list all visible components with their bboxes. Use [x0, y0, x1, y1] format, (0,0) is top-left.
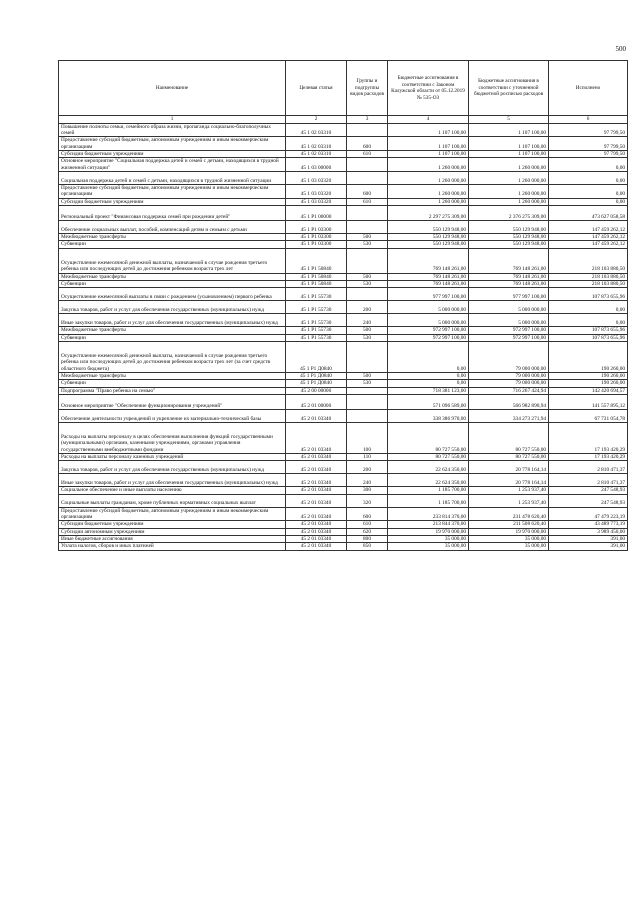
cell-group: [347, 395, 388, 410]
table-row: [59, 327, 628, 334]
cell-executed: 17 193 420,29: [549, 423, 628, 454]
table-row: [59, 487, 628, 494]
cell-budget-revised: 19 970 000,00: [469, 528, 549, 535]
cell-name: Осуществление ежемесячной денежной выплаты, назначаемой в случае рождения третьего ребенка или последующих детей до достижения ребенком возраста трех лет: [59, 248, 286, 273]
cell-budget-law: 5 000 000,00: [388, 314, 469, 327]
column-number-row: [59, 116, 628, 124]
cell-executed: 247 548,93: [549, 487, 628, 494]
cell-budget-law: 1 107 100,00: [388, 123, 469, 137]
cell-group: 530: [347, 241, 388, 248]
table-row: [59, 380, 628, 387]
cell-code: 45 2 01 03340: [286, 507, 347, 521]
header-name: Наименование: [59, 61, 286, 116]
cell-executed: 3 989 450,00: [549, 528, 628, 535]
cell-name: Предоставление субсидий бюджетным, автономным учреждениям и иным некоммерческим организациям: [59, 184, 286, 198]
cell-budget-revised: 35 000,00: [469, 536, 549, 543]
cell-code: 45 2 01 03340: [286, 494, 347, 507]
cell-code: 45 1 P1 Д0840: [286, 380, 347, 387]
cell-budget-law: 0,00: [388, 342, 469, 373]
cell-group: 530: [347, 380, 388, 387]
cell-group: 500: [347, 233, 388, 240]
cell-budget-revised: 1 253 937,40: [469, 494, 549, 507]
cell-executed: 0,00: [549, 198, 628, 205]
cell-budget-revised: 2 376 275 309,00: [469, 205, 549, 220]
cell-executed: 97 799,50: [549, 137, 628, 151]
table-row: [59, 150, 628, 157]
table-row: [59, 507, 628, 521]
cell-executed: 2 810 471,37: [549, 461, 628, 474]
cell-group: 500: [347, 273, 388, 280]
cell-code: 45 2 01 03340: [286, 454, 347, 461]
cell-executed: 67 731 054,78: [549, 410, 628, 423]
cell-budget-revised: 80 727 550,00: [469, 454, 549, 461]
table-row: [59, 395, 628, 410]
cell-budget-law: 977 997 100,00: [388, 288, 469, 301]
cell-executed: 2 810 471,37: [549, 474, 628, 487]
cell-executed: 218 103 880,50: [549, 248, 628, 273]
cell-code: 45 1 P1 55730: [286, 327, 347, 334]
cell-budget-law: 22 624 350,00: [388, 461, 469, 474]
cell-group: 200: [347, 461, 388, 474]
cell-code: 45 2 01 03340: [286, 423, 347, 454]
cell-executed: 17 193 420,29: [549, 454, 628, 461]
cell-name: Субсидии бюджетным учреждениям: [59, 198, 286, 205]
cell-budget-revised: 1 107 100,00: [469, 150, 549, 157]
header-budget-revised: Бюджетные ассигнования в соответствии с уточненной бюджетной росписью расходов: [469, 61, 549, 116]
table-row: [59, 536, 628, 543]
cell-executed: 97 799,50: [549, 150, 628, 157]
table-row: [59, 334, 628, 341]
cell-code: 45 1 02 03310: [286, 150, 347, 157]
column-number: 3: [347, 116, 388, 124]
cell-code: 45 1 P1 55730: [286, 301, 347, 314]
cell-group: 530: [347, 280, 388, 287]
cell-group: 620: [347, 528, 388, 535]
cell-name: Иные бюджетные ассигнования: [59, 536, 286, 543]
cell-name: Закупка товаров, работ и услуг для обеспечения государственных (муниципальных) нужд: [59, 301, 286, 314]
cell-code: 45 1 P1 50840: [286, 248, 347, 273]
table-row: [59, 461, 628, 474]
cell-name: Субвенции: [59, 380, 286, 387]
cell-name: Субвенции: [59, 280, 286, 287]
cell-executed: 43 489 773,19: [549, 521, 628, 528]
column-number: 4: [388, 116, 469, 124]
cell-budget-revised: 211 508 620,40: [469, 521, 549, 528]
cell-budget-law: 35 000,00: [388, 536, 469, 543]
table-row: [59, 410, 628, 423]
cell-group: 240: [347, 474, 388, 487]
cell-executed: 218 103 880,50: [549, 280, 628, 287]
cell-budget-law: 1 260 000,00: [388, 158, 469, 172]
cell-code: 45 1 03 03320: [286, 171, 347, 184]
table-row: [59, 233, 628, 240]
cell-budget-revised: 79 000 000,00: [469, 380, 549, 387]
cell-group: [347, 220, 388, 233]
cell-group: 320: [347, 494, 388, 507]
cell-group: 200: [347, 301, 388, 314]
cell-budget-revised: 972 997 100,00: [469, 334, 549, 341]
header-code: Целевая статья: [286, 61, 347, 116]
cell-budget-law: 1 107 100,00: [388, 137, 469, 151]
cell-budget-law: 233 814 370,00: [388, 507, 469, 521]
cell-budget-law: 1 185 700,00: [388, 487, 469, 494]
cell-budget-law: 769 148 261,00: [388, 280, 469, 287]
cell-executed: 147 459 262,12: [549, 241, 628, 248]
cell-code: 45 2 01 03340: [286, 487, 347, 494]
table-row: [59, 288, 628, 301]
table-row: [59, 137, 628, 151]
cell-executed: 147 459 262,12: [549, 220, 628, 233]
cell-executed: 0,00: [549, 171, 628, 184]
table-row: [59, 528, 628, 535]
cell-group: [347, 342, 388, 373]
cell-name: Субсидии автономным учреждениям: [59, 528, 286, 535]
cell-executed: 190 260,00: [549, 373, 628, 380]
cell-executed: 47 479 223,19: [549, 507, 628, 521]
cell-budget-revised: 769 148 261,00: [469, 273, 549, 280]
cell-code: 45 1 03 00000: [286, 158, 347, 172]
cell-group: [347, 410, 388, 423]
cell-group: [347, 205, 388, 220]
cell-budget-law: 80 727 550,00: [388, 454, 469, 461]
cell-code: 45 1 03 03320: [286, 198, 347, 205]
cell-group: 500: [347, 373, 388, 380]
cell-budget-revised: 1 260 000,00: [469, 171, 549, 184]
cell-executed: 107 873 655,96: [549, 334, 628, 341]
cell-budget-law: 550 129 948,00: [388, 233, 469, 240]
cell-name: Основное мероприятие "Социальная поддержка детей и семей с детьми, находящихся в трудной жизненной ситуации": [59, 158, 286, 172]
cell-budget-law: 0,00: [388, 373, 469, 380]
cell-budget-revised: 550 129 948,00: [469, 241, 549, 248]
cell-executed: 391,00: [549, 543, 628, 550]
cell-name: Межбюджетные трансферты: [59, 373, 286, 380]
cell-group: [347, 123, 388, 137]
cell-code: 45 1 P1 03300: [286, 241, 347, 248]
cell-budget-revised: 5 000 000,00: [469, 301, 549, 314]
cell-budget-law: 35 000,00: [388, 543, 469, 550]
table-row: [59, 280, 628, 287]
cell-name: Осуществление ежемесячной выплаты в связи с рождением (усыновлением) первого ребенка: [59, 288, 286, 301]
cell-budget-law: 550 129 948,00: [388, 241, 469, 248]
cell-budget-revised: 20 778 164,14: [469, 474, 549, 487]
cell-group: 240: [347, 314, 388, 327]
cell-group: 500: [347, 327, 388, 334]
cell-name: Повышение полноты семьи, семейного образа жизни, пропаганда социально-благополучных семей: [59, 123, 286, 137]
column-number: 1: [59, 116, 286, 124]
cell-budget-revised: 769 148 261,00: [469, 280, 549, 287]
cell-group: 530: [347, 334, 388, 341]
cell-budget-law: 1 185 700,00: [388, 494, 469, 507]
cell-code: 45 1 02 03310: [286, 137, 347, 151]
cell-name: Уплата налогов, сборов и иных платежей: [59, 543, 286, 550]
cell-budget-revised: 35 000,00: [469, 543, 549, 550]
cell-executed: 97 799,50: [549, 123, 628, 137]
cell-budget-law: 80 727 550,00: [388, 423, 469, 454]
cell-name: Субсидии бюджетным учреждениям: [59, 521, 286, 528]
cell-name: Подпрограмма "Право ребенка на семью": [59, 387, 286, 394]
cell-budget-law: 213 844 370,00: [388, 521, 469, 528]
cell-name: Иные закупки товаров, работ и услуг для обеспечения государственных (муниципальных) нужд: [59, 314, 286, 327]
table-row: [59, 342, 628, 373]
cell-budget-revised: 550 129 948,00: [469, 233, 549, 240]
table-row: [59, 198, 628, 205]
cell-budget-revised: 566 982 890,94: [469, 395, 549, 410]
cell-budget-law: 5 000 000,00: [388, 301, 469, 314]
cell-budget-revised: 1 253 937,40: [469, 487, 549, 494]
table-row: [59, 205, 628, 220]
cell-budget-revised: 5 000 000,00: [469, 314, 549, 327]
table-row: [59, 423, 628, 454]
cell-group: [347, 387, 388, 394]
cell-executed: 107 873 655,96: [549, 327, 628, 334]
cell-budget-revised: 1 260 000,00: [469, 198, 549, 205]
cell-name: Межбюджетные трансферты: [59, 233, 286, 240]
cell-budget-revised: 716 267 424,94: [469, 387, 549, 394]
cell-budget-law: 19 970 000,00: [388, 528, 469, 535]
table-row: [59, 314, 628, 327]
cell-budget-revised: 977 997 100,00: [469, 288, 549, 301]
cell-code: 45 1 03 03320: [286, 184, 347, 198]
cell-budget-revised: 80 727 550,00: [469, 423, 549, 454]
table-row: [59, 123, 628, 137]
cell-executed: 391,00: [549, 536, 628, 543]
cell-executed: 141 557 895,12: [549, 395, 628, 410]
cell-budget-law: 1 260 000,00: [388, 184, 469, 198]
cell-group: [347, 171, 388, 184]
cell-budget-revised: 20 778 164,14: [469, 461, 549, 474]
page-number: 500: [615, 45, 626, 53]
cell-name: Социальные выплаты гражданам, кроме публичных нормативных социальных выплат: [59, 494, 286, 507]
column-number: 6: [549, 116, 628, 124]
cell-executed: 0,00: [549, 301, 628, 314]
cell-executed: 190 260,00: [549, 342, 628, 373]
cell-group: 850: [347, 543, 388, 550]
cell-code: 45 1 P1 00000: [286, 205, 347, 220]
table-row: [59, 220, 628, 233]
cell-code: 45 2 01 03340: [286, 528, 347, 535]
cell-group: 610: [347, 521, 388, 528]
cell-name: Субвенции: [59, 241, 286, 248]
table-header-row: [59, 61, 628, 116]
table-row: [59, 158, 628, 172]
table-row: [59, 241, 628, 248]
header-executed: Исполнено: [549, 61, 628, 116]
cell-budget-law: 22 624 350,00: [388, 474, 469, 487]
cell-group: 100: [347, 423, 388, 454]
cell-budget-revised: 972 997 100,00: [469, 327, 549, 334]
cell-budget-law: 0,00: [388, 380, 469, 387]
cell-name: Региональный проект "Финансовая поддержка семей при рождении детей": [59, 205, 286, 220]
cell-name: Субвенции: [59, 334, 286, 341]
table-row: [59, 494, 628, 507]
cell-name: Расходы на выплаты персоналу казенных учреждений: [59, 454, 286, 461]
cell-code: 45 2 00 00000: [286, 387, 347, 394]
cell-budget-revised: 334 273 271,94: [469, 410, 549, 423]
cell-name: Социальное обеспечение и иные выплаты населению: [59, 487, 286, 494]
cell-code: 45 1 02 03310: [286, 123, 347, 137]
cell-executed: 0,00: [549, 184, 628, 198]
cell-executed: 247 548,93: [549, 494, 628, 507]
cell-budget-law: 2 297 275 309,00: [388, 205, 469, 220]
column-number: 2: [286, 116, 347, 124]
cell-code: 45 2 01 03340: [286, 461, 347, 474]
cell-name: Межбюджетные трансферты: [59, 273, 286, 280]
cell-code: 45 1 P1 55730: [286, 314, 347, 327]
table-row: [59, 543, 628, 550]
cell-group: [347, 248, 388, 273]
cell-group: 610: [347, 198, 388, 205]
cell-budget-law: 550 129 948,00: [388, 220, 469, 233]
cell-budget-revised: 79 000 000,00: [469, 342, 549, 373]
table-row: [59, 387, 628, 394]
cell-code: 45 2 01 03340: [286, 410, 347, 423]
header-group: Группы и подгруппы видов расходов: [347, 61, 388, 116]
cell-name: Закупка товаров, работ и услуг для обеспечения государственных (муниципальных) нужд: [59, 461, 286, 474]
table-row: [59, 373, 628, 380]
cell-code: 45 1 P1 Д0840: [286, 342, 347, 373]
table-row: [59, 184, 628, 198]
cell-executed: 142 420 694,57: [549, 387, 628, 394]
cell-code: 45 1 P1 55730: [286, 334, 347, 341]
cell-code: 45 2 01 03340: [286, 521, 347, 528]
table-body: [59, 123, 628, 550]
cell-group: 800: [347, 536, 388, 543]
table-row: [59, 171, 628, 184]
cell-group: 110: [347, 454, 388, 461]
cell-executed: 190 260,00: [549, 380, 628, 387]
cell-executed: 473 627 058,58: [549, 205, 628, 220]
cell-budget-law: 338 386 970,00: [388, 410, 469, 423]
cell-budget-law: 1 260 000,00: [388, 198, 469, 205]
table-row: [59, 474, 628, 487]
cell-code: 45 1 P1 55730: [286, 288, 347, 301]
cell-name: Основное мероприятие "Обеспечение функционирования учреждений": [59, 395, 286, 410]
table-row: [59, 454, 628, 461]
cell-group: 300: [347, 487, 388, 494]
cell-name: Иные закупки товаров, работ и услуг для обеспечения государственных (муниципальных) нужд: [59, 474, 286, 487]
cell-executed: 147 459 262,12: [549, 233, 628, 240]
cell-executed: 218 103 880,50: [549, 273, 628, 280]
cell-budget-revised: 769 148 261,00: [469, 248, 549, 273]
cell-name: Субсидии бюджетным учреждениям: [59, 150, 286, 157]
cell-group: 600: [347, 184, 388, 198]
cell-code: 45 1 P1 50840: [286, 273, 347, 280]
cell-budget-revised: 1 260 000,00: [469, 184, 549, 198]
header-budget-law: Бюджетные ассигнования в соответствии с Законом Калужской области от 05.12.2019 № 535-ОЗ: [388, 61, 469, 116]
cell-executed: 107 873 655,96: [549, 288, 628, 301]
cell-code: 45 1 P1 Д0840: [286, 373, 347, 380]
table-row: [59, 301, 628, 314]
cell-code: 45 2 01 03340: [286, 536, 347, 543]
cell-name: Социальная поддержка детей и семей с детьми, находящихся в трудной жизненной ситуации: [59, 171, 286, 184]
cell-group: 600: [347, 137, 388, 151]
cell-budget-law: 1 107 100,00: [388, 150, 469, 157]
cell-name: Предоставление субсидий бюджетным, автономным учреждениям и иным некоммерческим организациям: [59, 507, 286, 521]
cell-executed: 0,00: [549, 158, 628, 172]
cell-group: [347, 158, 388, 172]
cell-group: 610: [347, 150, 388, 157]
cell-code: 45 1 P1 50840: [286, 280, 347, 287]
table-row: [59, 248, 628, 273]
cell-budget-law: 769 148 261,00: [388, 248, 469, 273]
cell-group: [347, 288, 388, 301]
cell-code: 45 2 01 03340: [286, 543, 347, 550]
cell-group: 600: [347, 507, 388, 521]
cell-code: 45 1 P1 03300: [286, 220, 347, 233]
cell-budget-law: 718 381 123,00: [388, 387, 469, 394]
cell-name: Осуществление ежемесячной денежной выплаты, назначаемой в случае рождения третьего ребенка или последующих детей до достижения ребенком возраста трех лет (за счет средств областного бюджета): [59, 342, 286, 373]
cell-name: Расходы на выплаты персоналу в целях обеспечения выполнения функций государственными (муниципальными) органами, казенными учреждениями, органами управления государственными внебюджетными фондами: [59, 423, 286, 454]
cell-budget-law: 769 148 261,00: [388, 273, 469, 280]
cell-budget-revised: 79 000 000,00: [469, 373, 549, 380]
cell-code: 45 2 01 03340: [286, 474, 347, 487]
cell-budget-revised: 231 478 620,40: [469, 507, 549, 521]
cell-budget-revised: 550 129 948,00: [469, 220, 549, 233]
cell-name: Предоставление субсидий бюджетным, автономным учреждениям и иным некоммерческим организациям: [59, 137, 286, 151]
cell-code: 45 2 01 00000: [286, 395, 347, 410]
cell-budget-law: 972 997 100,00: [388, 334, 469, 341]
cell-budget-law: 1 260 000,00: [388, 171, 469, 184]
cell-budget-revised: 1 260 000,00: [469, 158, 549, 172]
budget-table: [58, 60, 628, 551]
cell-executed: 0,00: [549, 314, 628, 327]
cell-code: 45 1 P1 03300: [286, 233, 347, 240]
cell-name: Обеспечение социальных выплат, пособий, компенсаций детям и семьям с детьми: [59, 220, 286, 233]
table-row: [59, 273, 628, 280]
cell-budget-law: 571 096 589,00: [388, 395, 469, 410]
cell-budget-law: 972 997 100,00: [388, 327, 469, 334]
cell-name: Обеспечение деятельности учреждений и укрепление их материально-технической базы: [59, 410, 286, 423]
cell-budget-revised: 1 107 100,00: [469, 137, 549, 151]
column-number: 5: [469, 116, 549, 124]
cell-name: Межбюджетные трансферты: [59, 327, 286, 334]
cell-budget-revised: 1 107 100,00: [469, 123, 549, 137]
table-row: [59, 521, 628, 528]
